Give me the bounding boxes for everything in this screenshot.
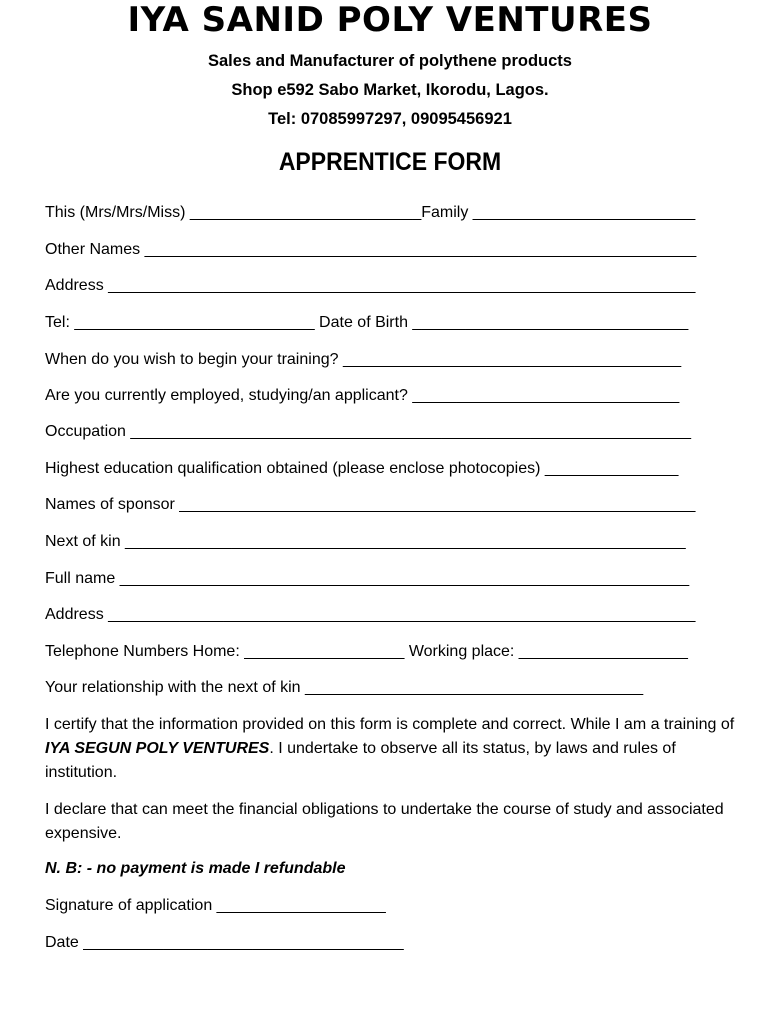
field-tel-dob[interactable]: Tel: ___________________________ Date of Birth _______________________________ <box>45 314 689 331</box>
declaration-paragraph: I declare that can meet the financial obligations to undertake the course of study and associated expensive. <box>45 801 724 842</box>
field-training-start[interactable]: When do you wish to begin your training? ______________________________________ <box>45 351 682 368</box>
field-signature[interactable]: Signature of application ___________________ <box>45 897 386 914</box>
note-refund: N. B: - no payment is made I refundable <box>45 860 346 877</box>
field-other-names[interactable]: Other Names ______________________________________________________________ <box>45 241 697 258</box>
field-kin-address[interactable]: Address __________________________________________________________________ <box>45 606 696 623</box>
field-occupation[interactable]: Occupation _______________________________________________________________ <box>45 423 691 440</box>
field-title-family[interactable]: This (Mrs/Mrs/Miss) __________________________Family _________________________ <box>45 204 696 221</box>
certification-text-1: I certify that the information provided on this form is complete and correct. While I am a training of <box>45 716 735 733</box>
field-full-name[interactable]: Full name ________________________________________________________________ <box>45 570 690 587</box>
field-address[interactable]: Address __________________________________________________________________ <box>45 277 696 294</box>
certification-company: IYA SEGUN POLY VENTURES <box>45 740 270 757</box>
certification-paragraph <box>45 713 735 785</box>
company-tagline: Sales and Manufacturer of polythene products <box>208 52 572 70</box>
company-address: Shop e592 Sabo Market, Ikorodu, Lagos. <box>231 81 549 99</box>
field-sponsor[interactable]: Names of sponsor __________________________________________________________ <box>45 496 696 513</box>
field-kin-relationship[interactable]: Your relationship with the next of kin ______________________________________ <box>45 679 644 696</box>
form-title: APPRENTICE FORM <box>278 148 502 176</box>
field-phone-workplace[interactable]: Telephone Numbers Home: __________________ Working place: ___________________ <box>45 643 688 660</box>
company-phone: Tel: 07085997297, 09095456921 <box>268 110 512 128</box>
field-date[interactable]: Date ____________________________________ <box>45 934 404 951</box>
field-education[interactable]: Highest education qualification obtained (please enclose photocopies) _______________ <box>45 460 679 477</box>
field-employment-status[interactable]: Are you currently employed, studying/an applicant? ______________________________ <box>45 387 680 404</box>
company-name: IYA SANID POLY VENTURES <box>127 0 653 40</box>
certification-text-2: . I undertake to observe all its status, by laws and rules of institution. <box>45 740 676 781</box>
field-next-of-kin[interactable]: Next of kin _______________________________________________________________ <box>45 533 686 550</box>
